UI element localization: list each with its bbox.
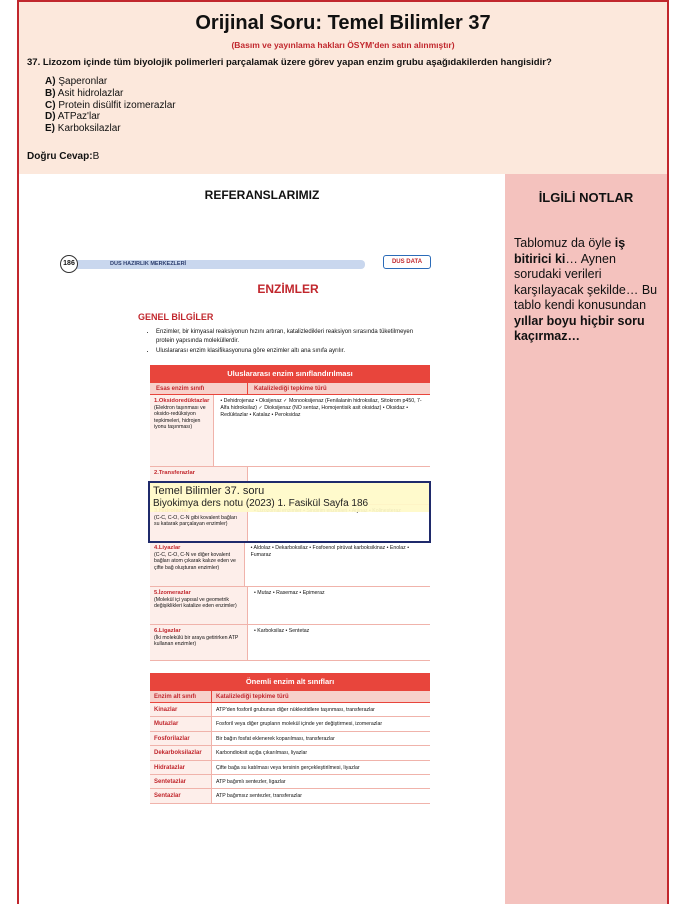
column-header: Katalizlediği tepkime türü xyxy=(254,386,327,392)
column-header: Katalizlediği tepkime türü xyxy=(216,694,289,700)
bullet-item: • Uluslararası enzim klasifikasyonuna göre enzimler altı ana sınıfa ayrılır. xyxy=(156,347,430,356)
table-row: 4.Liyazlar (C-C, C-O, C-N ve diğer kovalent bağları atom çıkarak kalıze eden ve çifte bağ oluşturan enzimler) • Aldolaz • Dekarboksilaz • Fosfoenol pirüvat karboksikinaz • Enolaz • Fumaraz xyxy=(150,542,430,587)
table-title: Önemli enzim alt sınıfları xyxy=(150,673,430,691)
copyright-note: (Basım ve yayınlama hakları ÖSYM'den satın alınmıştır) xyxy=(231,40,455,50)
table-row: Kinazlar ATP'den fosforil grubunun diğer nükleotidlere taşınması, transferazlar xyxy=(150,703,430,717)
references-title: REFERANSLARIMIZ xyxy=(204,188,320,202)
question-options xyxy=(45,76,176,135)
table-row: 1.Oksidoredüktazlar (Elektron taşınması ve oksido-redüksiyon tepkimeleri, hidrojen iyonu taşınması) • Dehidrojenaz • Oksijenaz ✓ Monooksijenaz (Fenilalanin hidroksilaz, Sitokrom p450, 7-Alfa hidroksilaz) ✓ Dioksijenaz (NO sentaz, Homojentisik asit oksidaz) • Oksidaz • Redüktazlar • Katalaz • Peroksidaz xyxy=(150,395,430,467)
question-box xyxy=(19,2,667,174)
notes-column xyxy=(505,174,667,904)
question-title: Orijinal Soru: Temel Bilimler 37 xyxy=(195,12,491,34)
reference-label xyxy=(148,481,431,512)
page-number: 186 xyxy=(60,255,78,273)
notes-body: Tablomuz da öyle iş bitirici ki… Aynen sorudaki verileri karşılayacak şekilde… Bu tablo kendi konusundan yıllar boyu hiçbir soru kaçırmaz… xyxy=(514,236,658,343)
chapter-title: ENZİMLER xyxy=(257,282,319,296)
table-row: Sentazlar ATP bağımsız sentezler, transferazlar xyxy=(150,789,430,803)
table-row: Dekarboksilazlar Karbondioksit açığa çıkarılması, liyazlar xyxy=(150,746,430,760)
header-band: DUS HAZIRLIK MERKEZLERİ xyxy=(70,260,365,269)
book-page-header xyxy=(58,255,438,275)
column-header: Enzim alt sınıfı xyxy=(150,691,212,702)
table-row: Hidratazlar Çifte bağa su katılması veya tersinin gerçekleştirilmesi, liyazlar xyxy=(150,761,430,775)
column-header: Esas enzim sınıfı xyxy=(150,383,248,394)
option-e: E) Karboksilazlar xyxy=(45,123,121,135)
option-b: B) Asit hidrolazlar xyxy=(45,87,124,99)
table-row: 5.İzomerazlar (Molekül içi yapısal ve geometrik değişiklikleri katalize eden enzimler) • Mutaz • Rasemaz • Epimeraz xyxy=(150,587,430,625)
dus-data-logo: DUS DATA xyxy=(383,255,431,269)
question-stem: 37. Lizozom içinde tüm biyolojik polimerleri parçalamak üzere görev yapan enzim grubu aşağıdakilerden hangisidir? xyxy=(27,57,552,68)
option-d: D) ATPaz'lar xyxy=(45,111,101,123)
table-header-row xyxy=(150,691,430,703)
notes-title: İLGİLİ NOTLAR xyxy=(538,190,634,205)
reference-label-line2: Biyokimya ders notu (2023) 1. Fasikül Sayfa 186 xyxy=(153,498,369,509)
option-a: A) Şaperonlar xyxy=(45,76,108,87)
option-c: C) Protein disülfit izomerazlar xyxy=(45,99,176,111)
table-row: Mutazlar Fosforil veya diğer grupların molekül içinde yer değiştirmesi, izomerazlar xyxy=(150,717,430,731)
table-title: Uluslararası enzim sınıflandırılması xyxy=(150,365,430,383)
table-row: Fosforilazlar Bir bağın fosfat eklenerek koparılması, transferazlar xyxy=(150,732,430,746)
bullet-item: • Enzimler, bir kimyasal reaksiyonun hızını artıran, katalizledikleri reaksiyon sırasında tüketilmeyen protein yapısında moleküllerdir. xyxy=(156,328,430,345)
enzyme-subclass-table xyxy=(150,673,430,804)
intro-bullets xyxy=(148,328,430,358)
table-row: 2.Transferazlar xyxy=(150,467,430,505)
table-row: (C-C, C-O, C-N gibi kovalent bağları su katarak parçalayan enzimler) xyxy=(150,505,430,542)
table-row: Sentetazlar ATP bağımlı sentezler, ligazlar xyxy=(150,775,430,789)
section-title: GENEL BİLGİLER xyxy=(138,312,214,322)
table-header-row xyxy=(150,383,430,395)
table-row: 6.Ligazlar (İki molekülü bir araya getirirken ATP kullanan enzimler) • Karboksilaz • Sentetaz xyxy=(150,625,430,661)
correct-answer: Doğru Cevap:B xyxy=(27,151,100,162)
reference-label-line1: Temel Bilimler 37. soru xyxy=(153,485,265,497)
